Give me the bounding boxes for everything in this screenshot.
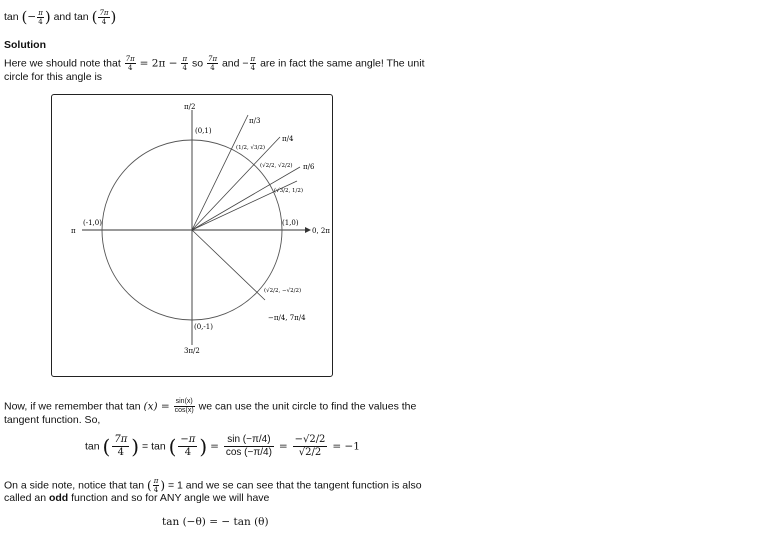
solution-heading: Solution <box>4 39 46 51</box>
point-1-0: (1,0) <box>282 219 299 227</box>
point-0-1: (0,1) <box>195 127 212 135</box>
equation-odd-function: tan (−θ) = − tan (θ) <box>162 516 269 528</box>
para2-line2: called an odd function and so for ANY angle we will have <box>4 492 270 504</box>
problem-arg1-sign: − <box>27 10 37 23</box>
point-neg1-0: (-1,0) <box>83 219 102 227</box>
unit-circle-svg <box>52 95 333 377</box>
problem-tan-1: tan <box>4 10 19 23</box>
para1-line1: Now, if we remember that tan (x) = $\frac{\sin(x)}{\cos(x)}$ we can use the unit circle to find the values the <box>4 398 417 414</box>
label-pi-over-4: π/4 <box>282 135 294 143</box>
unit-circle-figure <box>51 94 333 377</box>
label-pi: π <box>71 227 76 235</box>
problem-fraction-1: $\frac{\pi}{4}$ <box>38 8 43 26</box>
problem-and: and <box>53 10 72 23</box>
x-axis-arrow-icon <box>305 227 311 233</box>
point-pi-over-3: (1/2, √3/2) <box>236 145 265 151</box>
problem-fraction-2: $\frac{7\pi}{4}$ <box>99 8 109 26</box>
point-neg-pi-over-4: (√2/2, −√2/2) <box>264 288 302 294</box>
ray-neg-pi-over-4 <box>192 230 265 300</box>
label-pi-over-6: π/6 <box>303 163 315 171</box>
para1-line2: tangent function. So, <box>4 414 101 426</box>
label-zero-2pi: 0, 2π <box>312 227 330 235</box>
solution-intro-line2: circle for this angle is <box>4 71 103 83</box>
point-0-neg1: (0,-1) <box>194 323 213 331</box>
problem-statement: tan (− $\frac{\pi}{4}$ ) and tan ( $\frac{7\pi}{4}$ ) <box>4 8 117 26</box>
solution-intro-line1: Here we should note that $\frac{7\pi}{4}$ = 2π − $\frac{\pi}{4}$ so $\frac{7\pi}{4}$ and − $\frac{\pi}{4}$ are in fact the same angle! The unit <box>4 55 425 72</box>
label-pi-over-2: π/2 <box>184 103 196 111</box>
label-pi-over-3: π/3 <box>249 117 261 125</box>
label-neg-pi-over-4: −π/4, 7π/4 <box>268 314 306 322</box>
point-pi-over-6: (√3/2, 1/2) <box>274 188 303 194</box>
equation-tan-7pi-4: tan ( $\frac{7\pi}{4}$ ) = tan ( $\frac{-\pi}{4}$ ) = $\frac{\sin (-\pi/4)}{\cos (-\pi/4)}$ = $\frac{-√2/2}{√2/2}$ = −1 <box>85 434 360 459</box>
point-pi-over-4: (√2/2, √2/2) <box>260 163 293 169</box>
label-3pi-over-2: 3π/2 <box>184 347 200 355</box>
para2-line1: On a side note, notice that tan ( $\frac{\pi}{4}$ ) = 1 and we se can see that the tangent function is also <box>4 477 422 494</box>
problem-tan-2: tan <box>74 10 89 23</box>
